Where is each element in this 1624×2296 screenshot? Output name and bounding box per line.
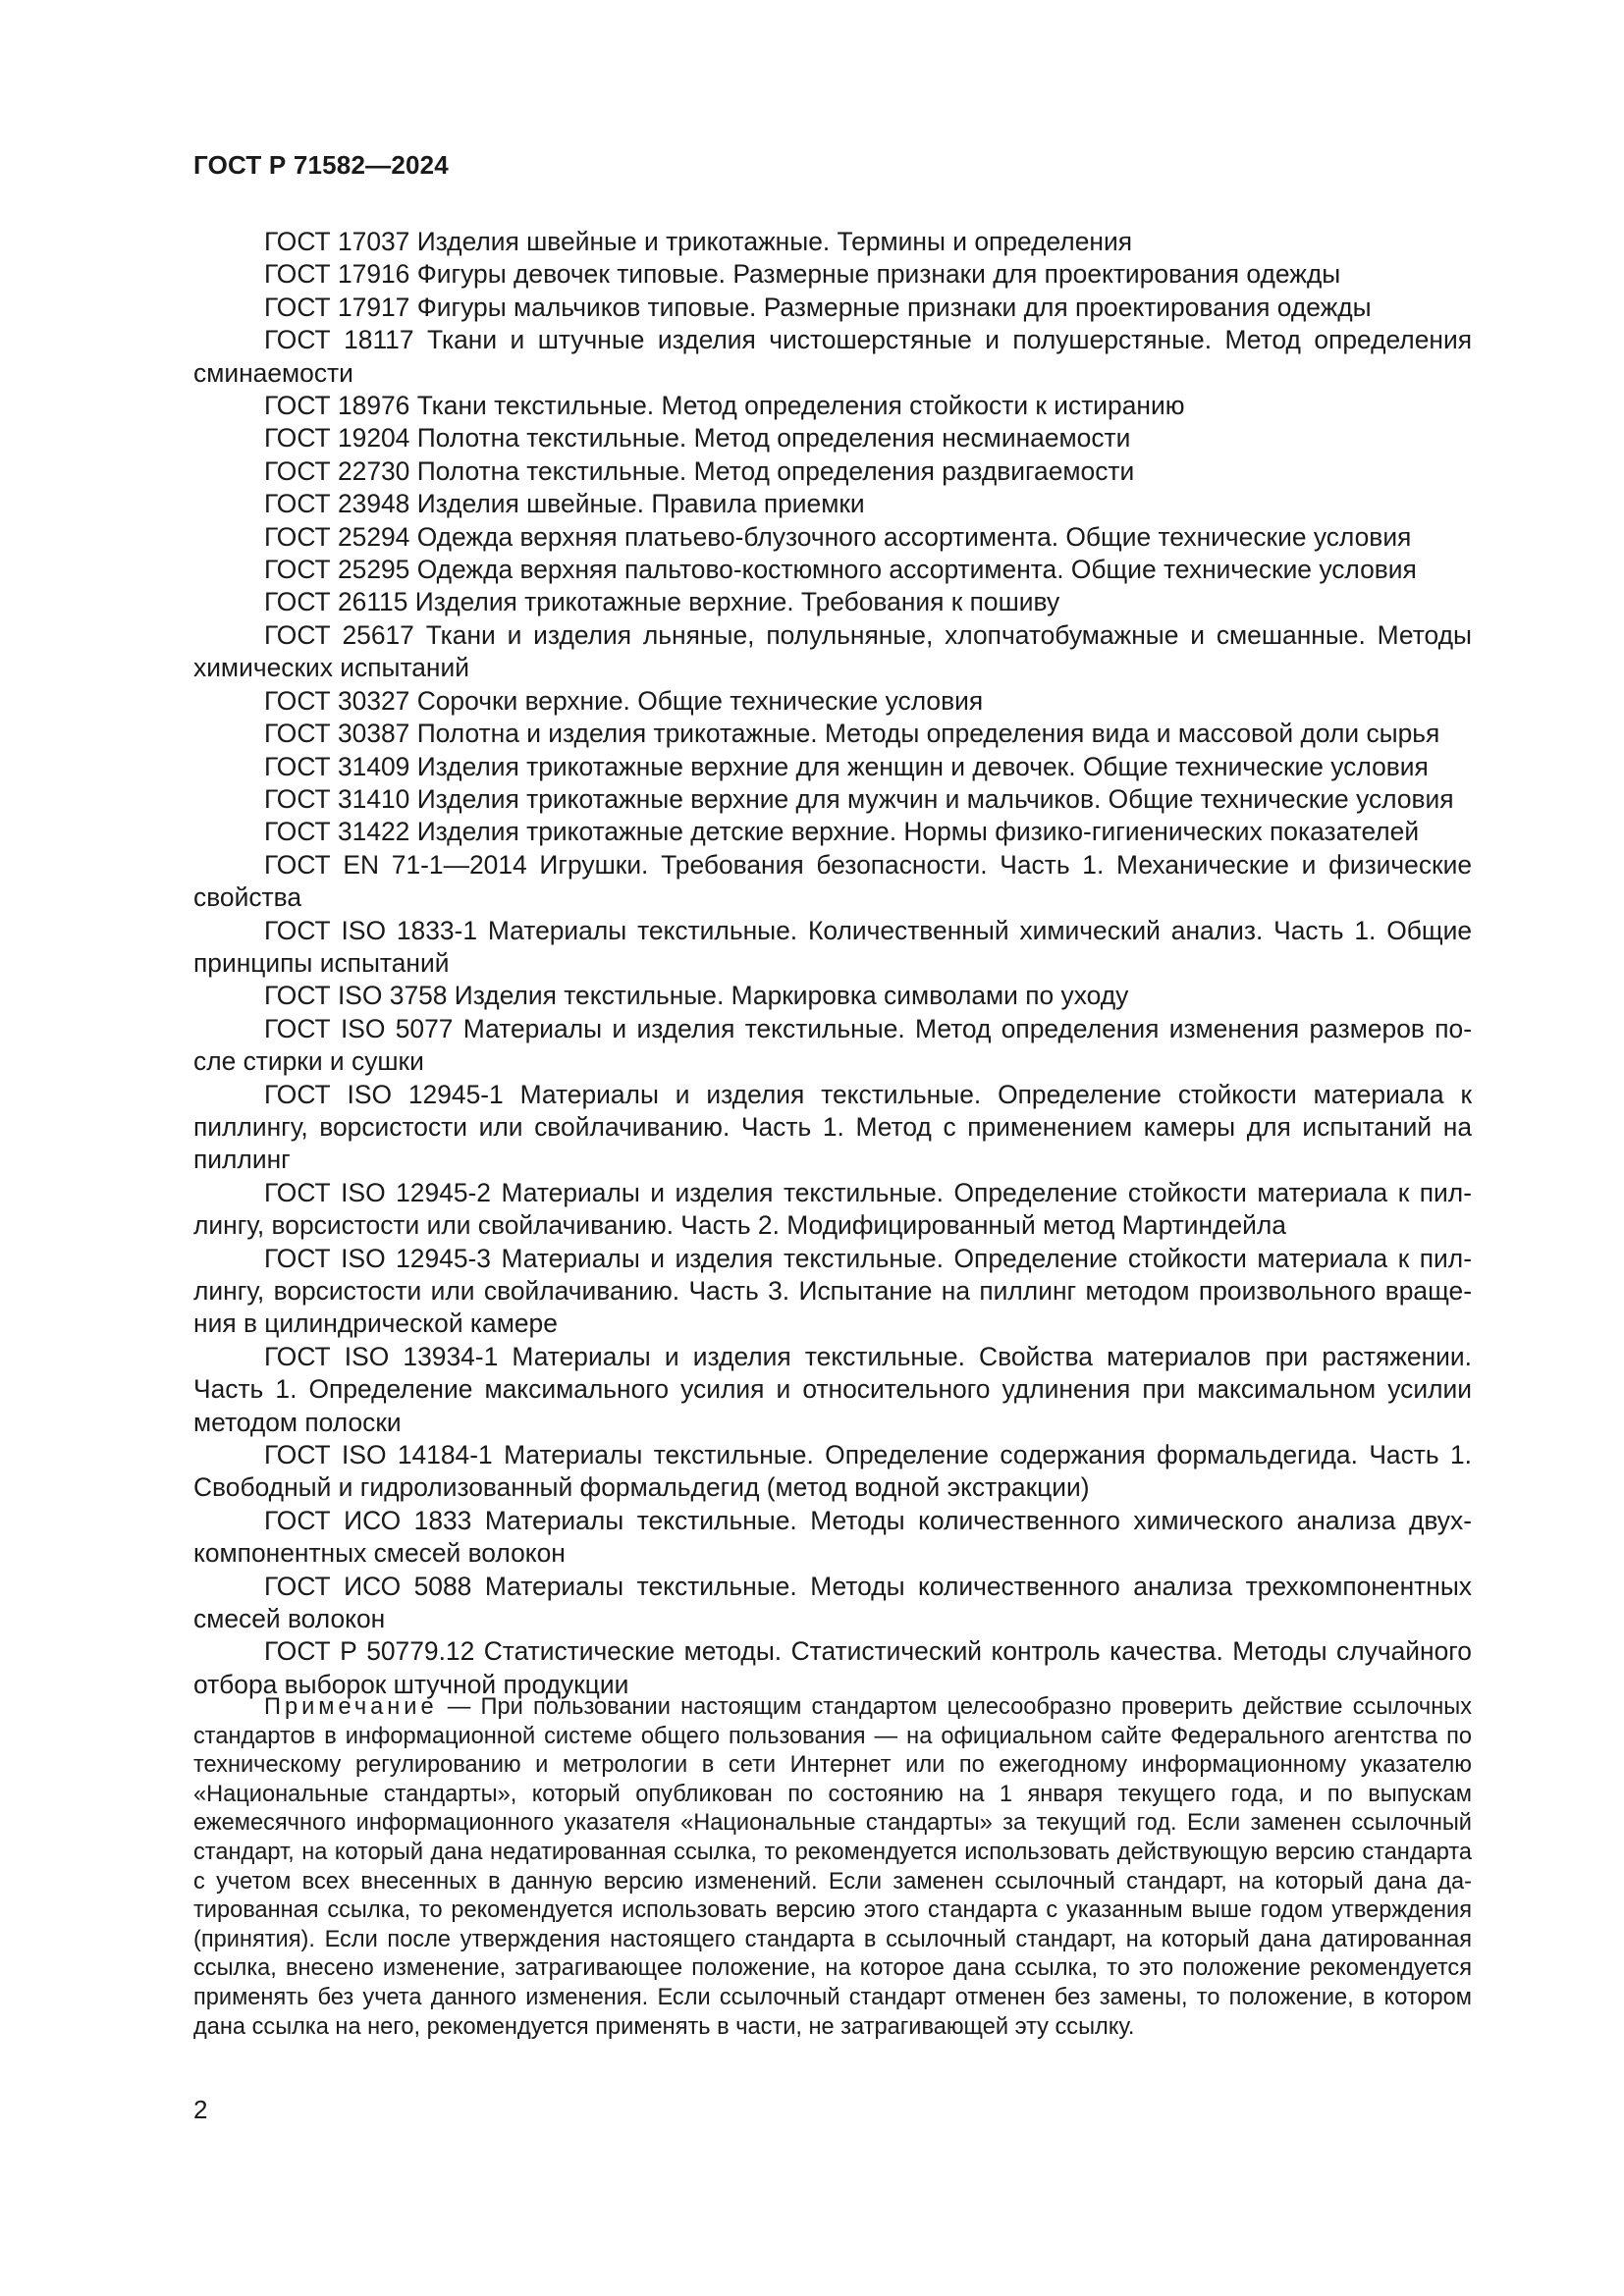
reference-item: ГОСТ ISO 13934-1 Материалы и изделия текстильные. Свойства материалов при растяжении. Часть 1. Определение максимального усилия и относительного удлинения при максимальном усилии методом полоски <box>193 1341 1472 1437</box>
reference-item: ГОСТ ISO 14184-1 Материалы текстильные. Определение содержания формальдегида. Часть 1. Свободный и гидролизованный формальдегид (метод водной экстракции) <box>193 1440 1472 1503</box>
reference-item: ГОСТ 22730 Полотна текстильные. Метод определения раздвигаемости <box>264 455 1135 486</box>
note-paragraph <box>193 1693 1472 2042</box>
reference-item: ГОСТ 17037 Изделия швейные и трикотажные. Термины и определения <box>264 227 1132 256</box>
reference-item: ГОСТ 17916 Фигуры девочек типовые. Размерные признаки для проектирования одежды <box>264 259 1341 290</box>
reference-item: ГОСТ ИСО 5088 Материалы текстильные. Методы количественного анализа трехкомпонентных смесей волокон <box>193 1571 1472 1634</box>
document-code-header: ГОСТ Р 71582—2024 <box>193 150 449 180</box>
reference-item: ГОСТ 19204 Полотна текстильные. Метод определения несминаемости <box>264 423 1131 454</box>
reference-item: ГОСТ 23948 Изделия швейные. Правила приемки <box>264 489 865 519</box>
reference-item: ГОСТ 30387 Полотна и изделия трикотажные. Методы определения вида и массовой доли сырья <box>264 719 1440 749</box>
reference-item: ГОСТ 25294 Одежда верхняя платьево-блузочного ассортимента. Общие технические условия <box>264 521 1412 552</box>
reference-item: ГОСТ 18117 Ткани и штучные изделия чистошерстяные и полушерстяные. Метод определения сминаемости <box>193 325 1472 388</box>
note-text: — При пользовании настоящим стандартом целесообразно проверить действие ссылочных стандартов в информационной системе общего пользования — на официальном сайте Федерального агентства по техническому регулированию и метрологии в сети Интернет или по ежегодному информационному указателю «Национальные стандарты», который опубликован по состоянию на 1 января текущего года, и по выпускам ежемесячного информационного указателя «Национальные стандарты» за текущий год. Если заменен ссылочный стандарт, на который дана недатированная ссылка, то рекомендуется использовать действующую версию стандарта с учетом всех внесенных в данную версию изменений. Если заменен ссылочный стандарт, на который дана датированная ссылка, то рекомендуется использовать версию этого стандарта с указанным выше годом утверждения (принятия). Если после утверждения настоящего стандарта в ссылочный стандарт, на который дана датированная ссылка, внесено изменение, затрагивающее положение, на которое дана ссылка, то это положение рекомендуется применять без учета данного изменения. Если ссылочный стандарт отменен без замены, то положение, в котором дана ссылка на него, рекомендуется применять в части, не затрагивающей эту ссылку. <box>193 1694 1472 2040</box>
reference-item: ГОСТ ISO 5077 Материалы и изделия текстильные. Метод определения изменения размеров после стирки и сушки <box>193 1013 1472 1077</box>
reference-item: ГОСТ ISO 1833-1 Материалы текстильные. Количественный химический анализ. Часть 1. Общие принципы испытаний <box>193 915 1472 978</box>
reference-item: ГОСТ ISO 12945-3 Материалы и изделия текстильные. Определение стойкости материала к пиллингу, ворсистости или свойлачиванию. Часть 3. Испытание на пиллинг методом произвольного вращения в цилиндрической камере <box>193 1243 1472 1339</box>
reference-item: ГОСТ ISO 12945-1 Материалы и изделия текстильные. Определение стойкости материала к пиллингу, ворсистости или свойлачиванию. Часть 1. Метод с применением камеры для испытаний на пиллинг <box>193 1079 1472 1175</box>
reference-item: ГОСТ 25617 Ткани и изделия льняные, полульняные, хлопчатобумажные и смешанные. Методы химических испытаний <box>193 619 1472 683</box>
reference-item: ГОСТ 31409 Изделия трикотажные верхние для женщин и девочек. Общие технические условия <box>264 751 1429 781</box>
reference-item: ГОСТ 26115 Изделия трикотажные верхние. Требования к пошиву <box>264 587 1060 617</box>
reference-item: ГОСТ 18976 Ткани текстильные. Метод определения стойкости к истиранию <box>264 391 1185 421</box>
reference-item: ГОСТ Р 50779.12 Статистические методы. Статистический контроль качества. Методы случайного отбора выборок штучной продукции <box>193 1636 1472 1699</box>
page-number: 2 <box>193 2095 208 2124</box>
reference-item: ГОСТ ИСО 1833 Материалы текстильные. Методы количественного химического анализа двухкомпонентных смесей волокон <box>193 1505 1472 1569</box>
reference-item: ГОСТ 30327 Сорочки верхние. Общие технические условия <box>264 685 984 716</box>
reference-item: ГОСТ 17917 Фигуры мальчиков типовые. Размерные признаки для проектирования одежды <box>264 292 1372 322</box>
reference-item: ГОСТ EN 71-1—2014 Игрушки. Требования безопасности. Часть 1. Механические и физические свойства <box>193 849 1472 913</box>
reference-item: ГОСТ ISO 3758 Изделия текстильные. Маркировка символами по уходу <box>264 981 1129 1011</box>
reference-item: ГОСТ ISO 12945-2 Материалы и изделия текстильные. Определение стойкости материала к пиллингу, ворсистости или свойлачиванию. Часть 2. Модифицированный метод Мартиндейла <box>193 1177 1472 1241</box>
note-label: Примечание <box>264 1694 438 1720</box>
normative-references-list <box>193 226 1472 1701</box>
reference-item: ГОСТ 25295 Одежда верхняя пальтово-костюмного ассортимента. Общие технические условия <box>264 555 1417 585</box>
reference-item: ГОСТ 31422 Изделия трикотажные детские верхние. Нормы физико-гигиенических показателей <box>264 817 1420 847</box>
reference-item: ГОСТ 31410 Изделия трикотажные верхние для мужчин и мальчиков. Общие технические условия <box>264 783 1454 814</box>
